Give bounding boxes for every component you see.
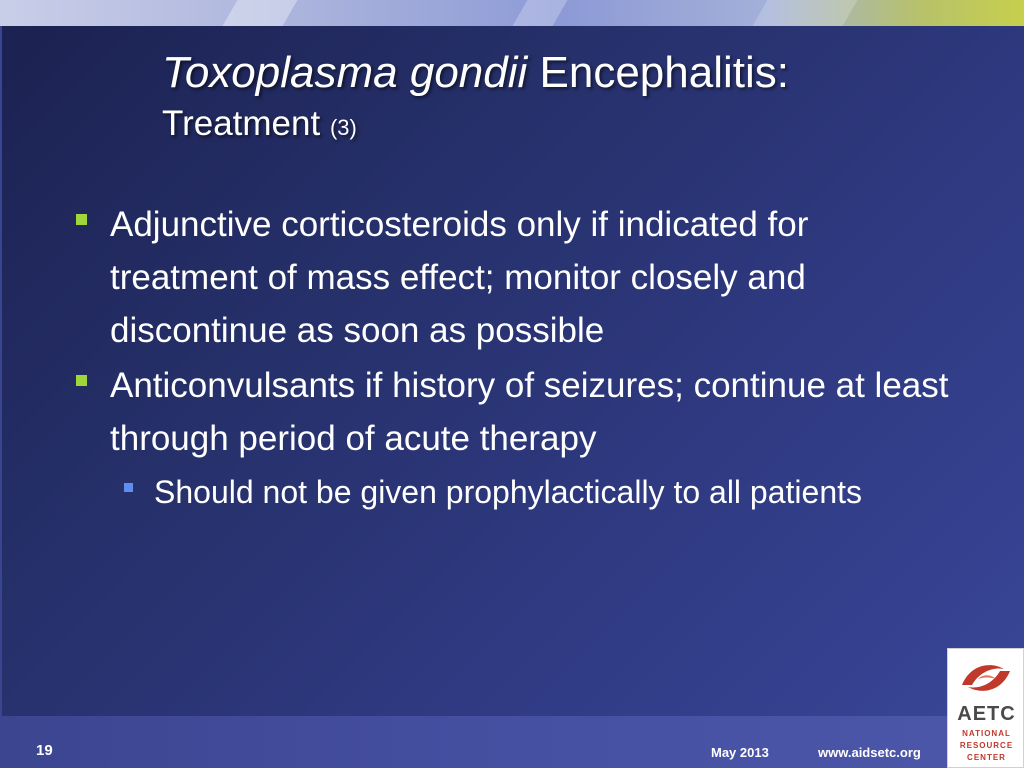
top-decorative-band xyxy=(0,0,1024,26)
title-rest: Encephalitis: xyxy=(527,48,789,97)
logo-subtitle: CENTER xyxy=(967,753,1006,762)
square-bullet-icon xyxy=(76,375,87,386)
subtitle-line xyxy=(162,102,962,150)
title-italic: Toxoplasma gondii xyxy=(162,48,528,97)
title-line xyxy=(162,46,962,100)
band-highlight xyxy=(222,0,297,26)
square-bullet-icon xyxy=(76,214,87,225)
sub-bullet-item xyxy=(72,469,952,515)
subtitle-note: (3) xyxy=(329,115,357,140)
slide-title xyxy=(162,46,962,150)
logo-subtitle: RESOURCE xyxy=(959,741,1014,750)
band-highlight xyxy=(512,0,567,26)
logo-subtitle: NATIONAL xyxy=(962,729,1011,738)
footer-url: www.aidsetc.org xyxy=(818,745,921,760)
slide-number: 19 xyxy=(36,742,53,759)
bullet-text: Anticonvulsants if history of seizures; continue at least through period of acute therapy xyxy=(110,366,949,458)
footer-bar xyxy=(0,716,1024,768)
sub-bullet-text: Should not be given prophylactically to all patients xyxy=(154,474,862,510)
bullet-item xyxy=(72,359,952,465)
footer-date: May 2013 xyxy=(711,745,769,760)
logo-name: AETC xyxy=(957,703,1016,725)
left-edge-line xyxy=(0,26,2,716)
slide-content xyxy=(72,198,952,515)
bullet-text: Adjunctive corticosteroids only if indicated for treatment of mass effect; monitor closely and discontinue as soon as possible xyxy=(110,205,809,350)
aetc-logo xyxy=(947,648,1024,768)
band-highlight xyxy=(752,0,857,26)
bullet-item xyxy=(72,198,952,357)
subtitle: Treatment xyxy=(162,104,321,143)
square-sub-bullet-icon xyxy=(124,483,133,492)
aetc-swoosh-icon xyxy=(956,655,1016,701)
